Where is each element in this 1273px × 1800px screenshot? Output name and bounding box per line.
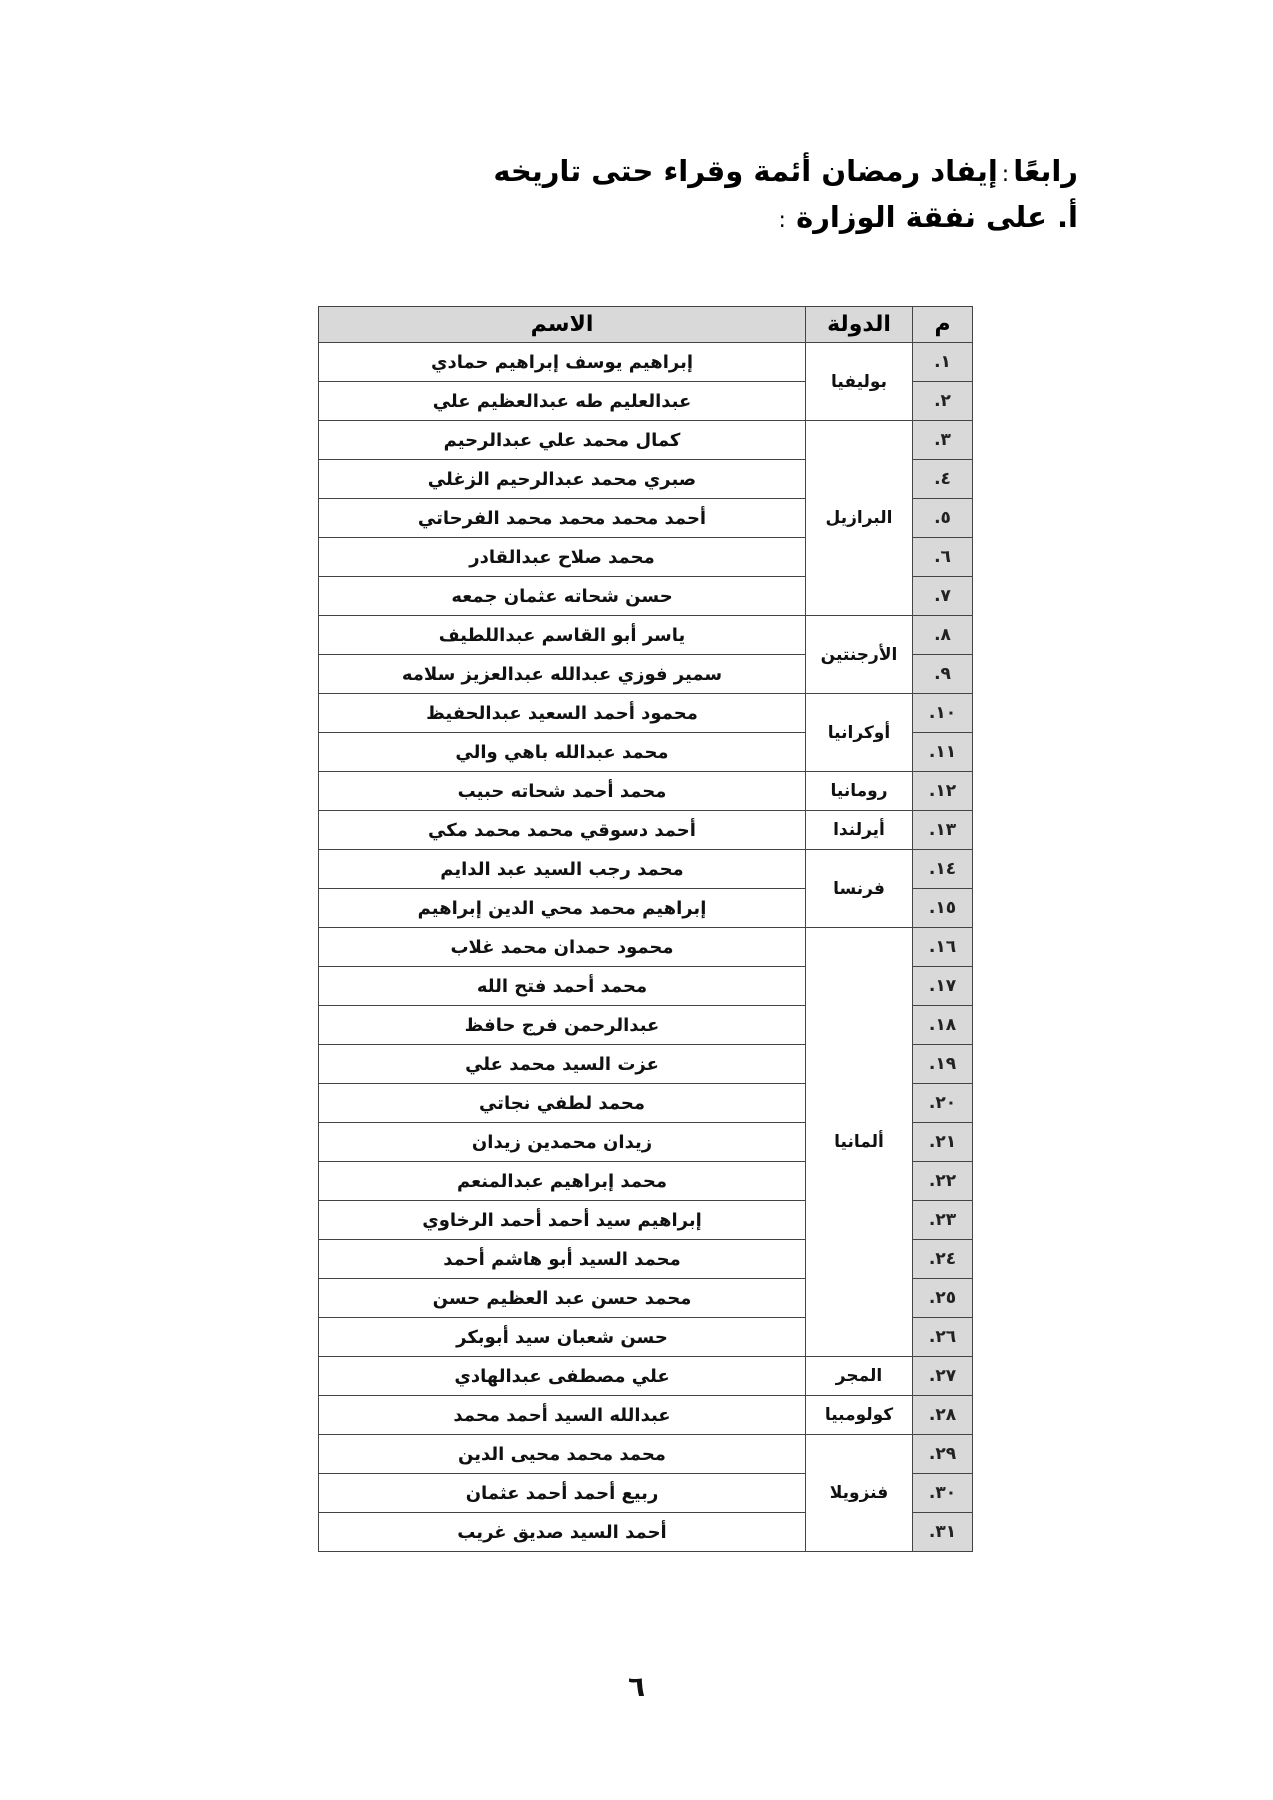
row-number: ١١. (913, 733, 973, 772)
row-number: ١٧. (913, 967, 973, 1006)
imam-name: ربيع أحمد أحمد عثمان (319, 1474, 806, 1513)
page-number: ٦ (627, 1670, 646, 1703)
row-number: ١٩. (913, 1045, 973, 1084)
row-number: ٢٤. (913, 1240, 973, 1279)
imam-name: أحمد دسوقي محمد محمد مكي (319, 811, 806, 850)
imam-name: محمد رجب السيد عبد الدايم (319, 850, 806, 889)
row-number: ١٣. (913, 811, 973, 850)
heading-title: إيفاد رمضان أئمة وقراء حتى تاريخه (493, 154, 998, 188)
imam-name: صبري محمد عبدالرحيم الزغلي (319, 460, 806, 499)
row-number: ٦. (913, 538, 973, 577)
table-row (319, 1396, 973, 1435)
imam-name: عبدالله السيد أحمد محمد (319, 1396, 806, 1435)
heading-line-2 (493, 196, 1078, 242)
imam-name: حسن شحاته عثمان جمعه (319, 577, 806, 616)
row-number: ١٢. (913, 772, 973, 811)
country-cell: المجر (806, 1357, 913, 1396)
table-row (319, 772, 973, 811)
table-row (319, 694, 973, 733)
imam-name: عبدالرحمن فرج حافظ (319, 1006, 806, 1045)
country-cell: أيرلندا (806, 811, 913, 850)
row-number: ٣١. (913, 1513, 973, 1552)
table-row (319, 850, 973, 889)
imam-name: محمد حسن عبد العظيم حسن (319, 1279, 806, 1318)
imam-name: أحمد محمد محمد محمد الفرحاتي (319, 499, 806, 538)
table-row (319, 616, 973, 655)
imam-name: محمد أحمد فتح الله (319, 967, 806, 1006)
header-country: الدولة (806, 307, 913, 343)
country-cell: كولومبيا (806, 1396, 913, 1435)
row-number: ٢٠. (913, 1084, 973, 1123)
imam-name: إبراهيم محمد محي الدين إبراهيم (319, 889, 806, 928)
section-heading (493, 150, 1078, 242)
row-number: ١٠. (913, 694, 973, 733)
country-cell: البرازيل (806, 421, 913, 616)
row-number: ٤. (913, 460, 973, 499)
table-row (319, 928, 973, 967)
table-row (319, 1435, 973, 1474)
table-body (319, 343, 973, 1552)
row-number: ٢٢. (913, 1162, 973, 1201)
country-cell: فرنسا (806, 850, 913, 928)
table-row (319, 1357, 973, 1396)
table-row (319, 811, 973, 850)
row-number: ٥. (913, 499, 973, 538)
row-number: ٧. (913, 577, 973, 616)
imam-name: محمد صلاح عبدالقادر (319, 538, 806, 577)
heading-subtitle: أ. على نفقة الوزارة (796, 200, 1078, 234)
row-number: ١٥. (913, 889, 973, 928)
row-number: ٢٩. (913, 1435, 973, 1474)
imam-name: محمد محمد محيى الدين (319, 1435, 806, 1474)
imam-name: أحمد السيد صديق غريب (319, 1513, 806, 1552)
row-number: ٢. (913, 382, 973, 421)
row-number: ٢٦. (913, 1318, 973, 1357)
imam-name: زيدان محمدين زيدان (319, 1123, 806, 1162)
heading-separator: : (1001, 162, 1010, 187)
row-number: ٢٣. (913, 1201, 973, 1240)
row-number: ١. (913, 343, 973, 382)
table-row (319, 421, 973, 460)
row-number: ٣٠. (913, 1474, 973, 1513)
table-row (319, 343, 973, 382)
country-cell: بوليفيا (806, 343, 913, 421)
imam-name: محمد إبراهيم عبدالمنعم (319, 1162, 806, 1201)
imams-table (318, 306, 973, 1552)
row-number: ١٤. (913, 850, 973, 889)
row-number: ٢١. (913, 1123, 973, 1162)
imam-name: عبدالعليم طه عبدالعظيم علي (319, 382, 806, 421)
country-cell: رومانيا (806, 772, 913, 811)
table-header-row (319, 307, 973, 343)
row-number: ٢٥. (913, 1279, 973, 1318)
header-name: الاسم (319, 307, 806, 343)
imam-name: محمد لطفي نجاتي (319, 1084, 806, 1123)
row-number: ٣. (913, 421, 973, 460)
heading-prefix: رابعًا (1013, 154, 1078, 188)
row-number: ١٨. (913, 1006, 973, 1045)
imam-name: حسن شعبان سيد أبوبكر (319, 1318, 806, 1357)
row-number: ٢٧. (913, 1357, 973, 1396)
row-number: ٩. (913, 655, 973, 694)
imam-name: عزت السيد محمد علي (319, 1045, 806, 1084)
imam-name: علي مصطفى عبدالهادي (319, 1357, 806, 1396)
country-cell: أوكرانيا (806, 694, 913, 772)
imam-name: كمال محمد علي عبدالرحيم (319, 421, 806, 460)
row-number: ١٦. (913, 928, 973, 967)
imam-name: سمير فوزي عبدالله عبدالعزيز سلامه (319, 655, 806, 694)
header-number: م (913, 307, 973, 343)
imam-name: محمود حمدان محمد غلاب (319, 928, 806, 967)
country-cell: الأرجنتين (806, 616, 913, 694)
imam-name: محمد عبدالله باهي والي (319, 733, 806, 772)
imam-name: إبراهيم سيد أحمد أحمد الرخاوي (319, 1201, 806, 1240)
imam-name: إبراهيم يوسف إبراهيم حمادي (319, 343, 806, 382)
row-number: ٢٨. (913, 1396, 973, 1435)
heading-subtitle-separator: : (778, 208, 786, 233)
row-number: ٨. (913, 616, 973, 655)
imam-name: محمد أحمد شحاته حبيب (319, 772, 806, 811)
country-cell: ألمانيا (806, 928, 913, 1357)
imam-name: محمد السيد أبو هاشم أحمد (319, 1240, 806, 1279)
imam-name: محمود أحمد السعيد عبدالحفيظ (319, 694, 806, 733)
heading-line-1 (493, 150, 1078, 196)
country-cell: فنزويلا (806, 1435, 913, 1552)
imam-name: ياسر أبو القاسم عبداللطيف (319, 616, 806, 655)
